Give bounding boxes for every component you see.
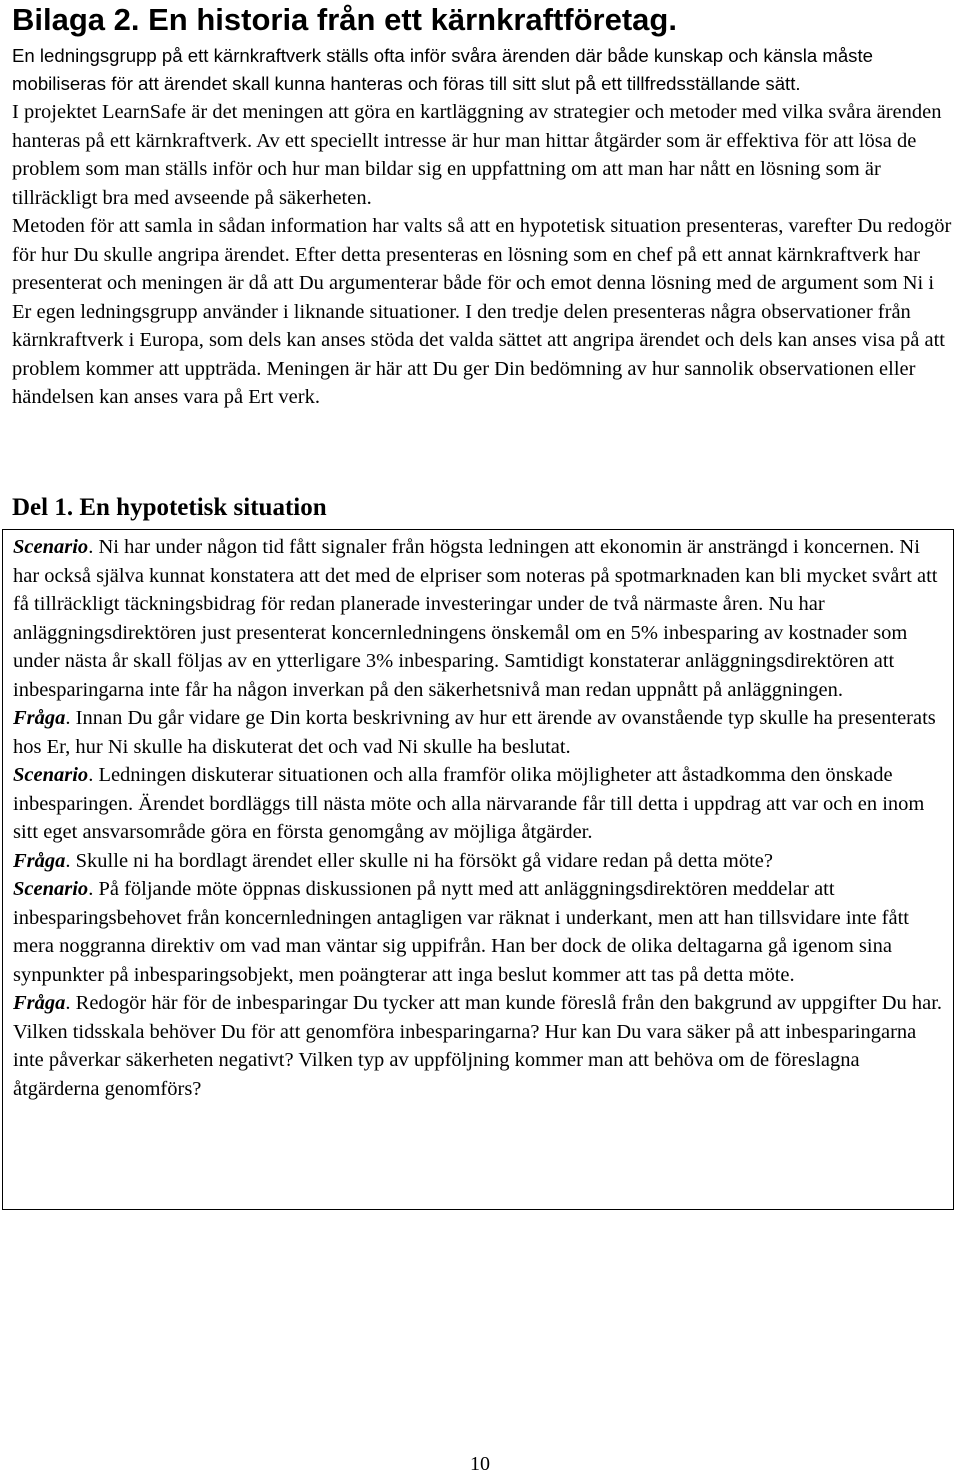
part-heading: Del 1. En hypotetisk situation — [12, 494, 327, 521]
page-number: 10 — [470, 1453, 490, 1475]
question-entry — [13, 704, 945, 761]
entry-text: . Skulle ni ha bordlagt ärendet eller skulle ni ha försökt gå vidare redan på detta möte? — [65, 849, 773, 872]
entry-lead: Scenario — [13, 536, 89, 558]
entry-lead: Scenario — [13, 764, 89, 786]
question-entry — [13, 847, 945, 876]
entry-lead: Fråga — [13, 707, 66, 729]
scenario-box — [2, 529, 954, 1210]
entry-text: . Ni har under någon tid fått signaler från högsta ledningen att ekonomin är ansträngd i koncernen. Ni har också själva kunnat konstatera att det med de elpriser som noteras på spotmarknaden kan bli mycket svårt att få tillräckligt täckningsbidrag för redan planerade investeringar under de två närmaste åren. Nu har anläggningsdirektören just presenterat koncernledningens önskemål om en 5% inbesparing av kostnader som under nästa år skall följas av en ytterligare 3% inbesparing. Samtidigt konstaterar anläggningsdirektören att inbesparingarna inte får ha någon inverkan på den säkerhetsnivå man redan uppnått på anläggningen. — [13, 536, 938, 701]
scenario-entry — [13, 761, 945, 847]
entry-text: . Ledningen diskuterar situationen och alla framför olika möjligheter att åstadkomma den önskade inbesparingen. Ärendet bordläggs till nästa möte och alla närvarande får till detta i uppdrag att var och en inom sitt eget ansvarsområde göra en första genomgång av möjliga åtgärder. — [13, 764, 925, 843]
scenario-entry — [13, 875, 945, 989]
entry-text: . Redogör här för de inbesparingar Du tycker att man kunde föreslå från den bakgrund av uppgifter Du har. Vilken tidsskala behöver Du för att genomföra inbesparingarna? Hur kan Du vara säker på att inbesparingarna inte påverkar säkerheten negativt? Vilken typ av uppföljning kommer man att behöva om de föreslagna åtgärderna genomförs? — [13, 992, 943, 1100]
entry-text: . På följande möte öppnas diskussionen på nytt med att anläggningsdirektören meddelar att inbesparingsbehovet från koncernledningen antagligen var räknat i underkant, men att han tillsvidare inte fått mera noggranna direktiv om vad man väntar sig uppifrån. Han ber dock de olika deltagarna gå igenom sina synpunkter på inbesparingsobjekt, men poängterar att inga beslut kommer att tas på detta möte. — [13, 878, 909, 986]
project-description-paragraph — [12, 98, 952, 412]
entry-lead: Fråga — [13, 992, 66, 1014]
project-description-text: I projektet LearnSafe är det meningen att göra en kartläggning av strategier och metoder med vilka svåra ärenden hanteras på ett kärnkraftverk. Av ett speciellt intresse är hur man hittar åtgärder som är effektiva för att lösa de problem som man ställs inför och hur man bildar sig en uppfattning om att man har nått en lösning som är tillräckligt bra med avseende på säkerheten. — [12, 101, 942, 209]
entry-lead: Fråga — [13, 849, 66, 872]
scenario-entry — [13, 533, 945, 704]
method-paragraph: Metoden för att samla in sådan information har valts så att en hypotetisk situation presenteras, varefter Du redogör för hur Du skulle angripa ärendet. Efter detta presenteras en lösning som en chef på ett annat kärnkraftverk har presenterat och meningen är då att Du argumenterar både för och emot denna lösning med de argument som Ni i Er egen ledningsgrupp använder i liknande situationer. I den tredje delen presenteras några observationer från kärnkraftverk i Europa, som dels kan anses stöda det valda sättet att angripa ärendet och dels kan anses visa på att problem kommer att uppträda. Meningen är här att Du ger Din bedömning av hur sannolik observationen eller händelsen kan anses vara på Ert verk. — [12, 215, 952, 408]
entry-lead: Scenario — [13, 878, 89, 900]
intro-paragraph: En ledningsgrupp på ett kärnkraftverk ställs ofta inför svåra ärenden där både kunskap och känsla måste mobiliseras för att ärendet skall kunna hanteras och föras till sitt slut på ett tillfredsställande sätt. — [12, 45, 873, 94]
question-entry — [13, 989, 945, 1103]
entry-text: . Innan Du går vidare ge Din korta beskrivning av hur ett ärende av ovanstående typ skulle ha presenterats hos Er, hur Ni skulle ha diskuterat det och vad Ni skulle ha beslutat. — [13, 707, 936, 758]
document-title: Bilaga 2. En historia från ett kärnkraftföretag. — [12, 2, 677, 37]
